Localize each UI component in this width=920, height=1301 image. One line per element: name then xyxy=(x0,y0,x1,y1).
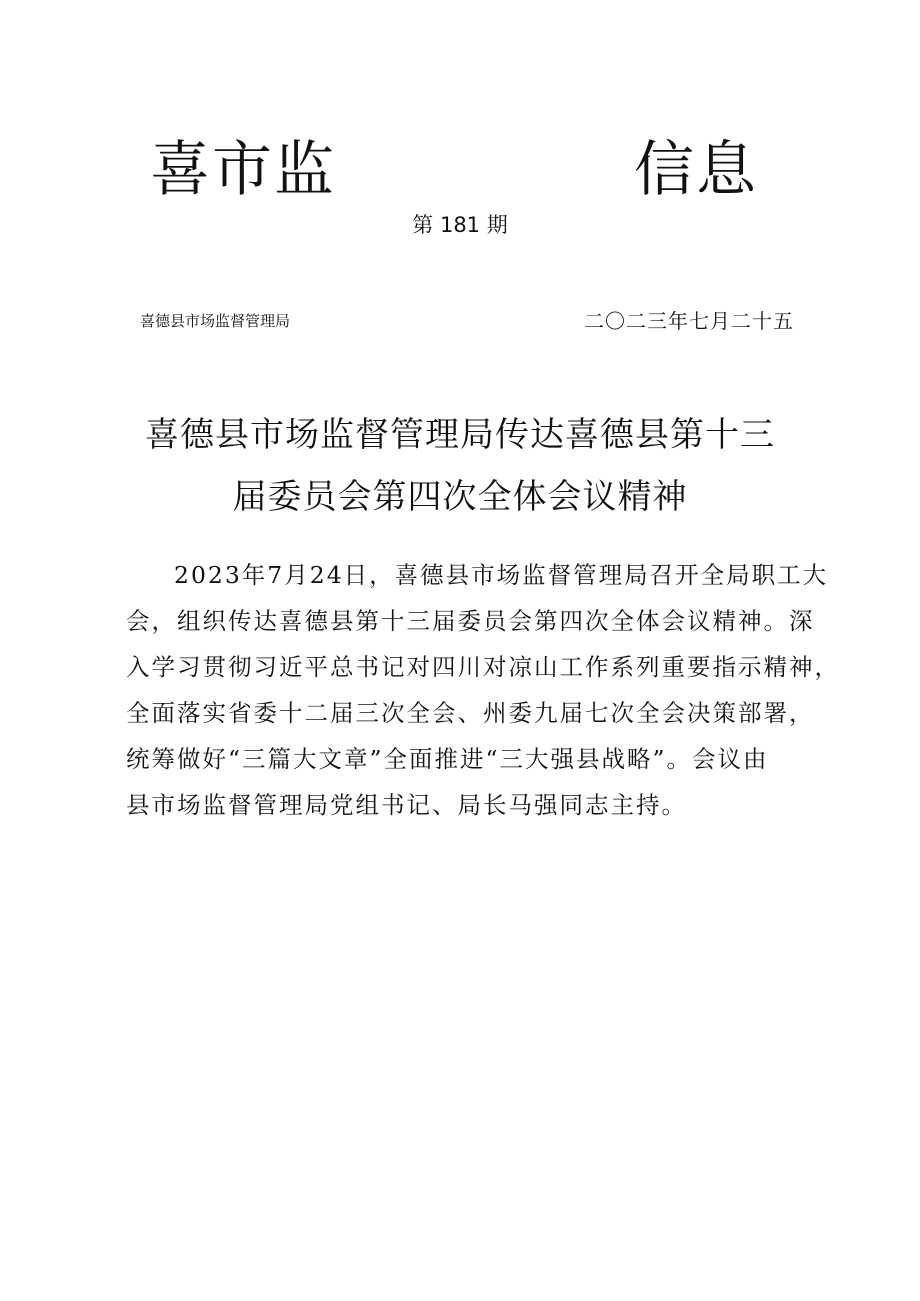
body-line-1: 2023年7月24日，喜德县市场监督管理局召开全局职工大 xyxy=(174,561,829,589)
issue-suffix: 期 xyxy=(486,213,508,237)
body-line-3: 入学习贯彻习近平总书记对四川对凉山工作系列重要指示精神， xyxy=(126,653,840,681)
article-title xyxy=(0,404,920,528)
article-title-line-1: 喜德县市场监督管理局传达喜德县第十三 xyxy=(145,415,775,455)
article-body xyxy=(126,552,840,828)
issue-value: 181 xyxy=(439,213,481,237)
issue-prefix: 第 xyxy=(412,213,434,237)
issuing-agency: 喜德县市场监督管理局 xyxy=(140,312,291,330)
body-line-6: 县市场监督管理局党组书记、局长马强同志主持。 xyxy=(126,791,687,819)
body-line-2: 会，组织传达喜德县第十三届委员会第四次全体会议精神。深 xyxy=(126,607,815,635)
issue-date: 二〇二三年七月二十五 xyxy=(584,309,794,333)
issue-number xyxy=(0,210,920,240)
masthead-title-left: 喜市监 xyxy=(150,135,336,205)
body-line-4: 全面落实省委十二届三次全会、州委九届七次全会决策部署， xyxy=(126,699,815,727)
body-line-5: 统筹做好“三篇大文章”全面推进“三大强县战略”。会议由 xyxy=(126,745,769,773)
article-title-line-2: 届委员会第四次全体会议精神 xyxy=(232,477,688,517)
masthead-title-right: 信息 xyxy=(634,135,758,205)
